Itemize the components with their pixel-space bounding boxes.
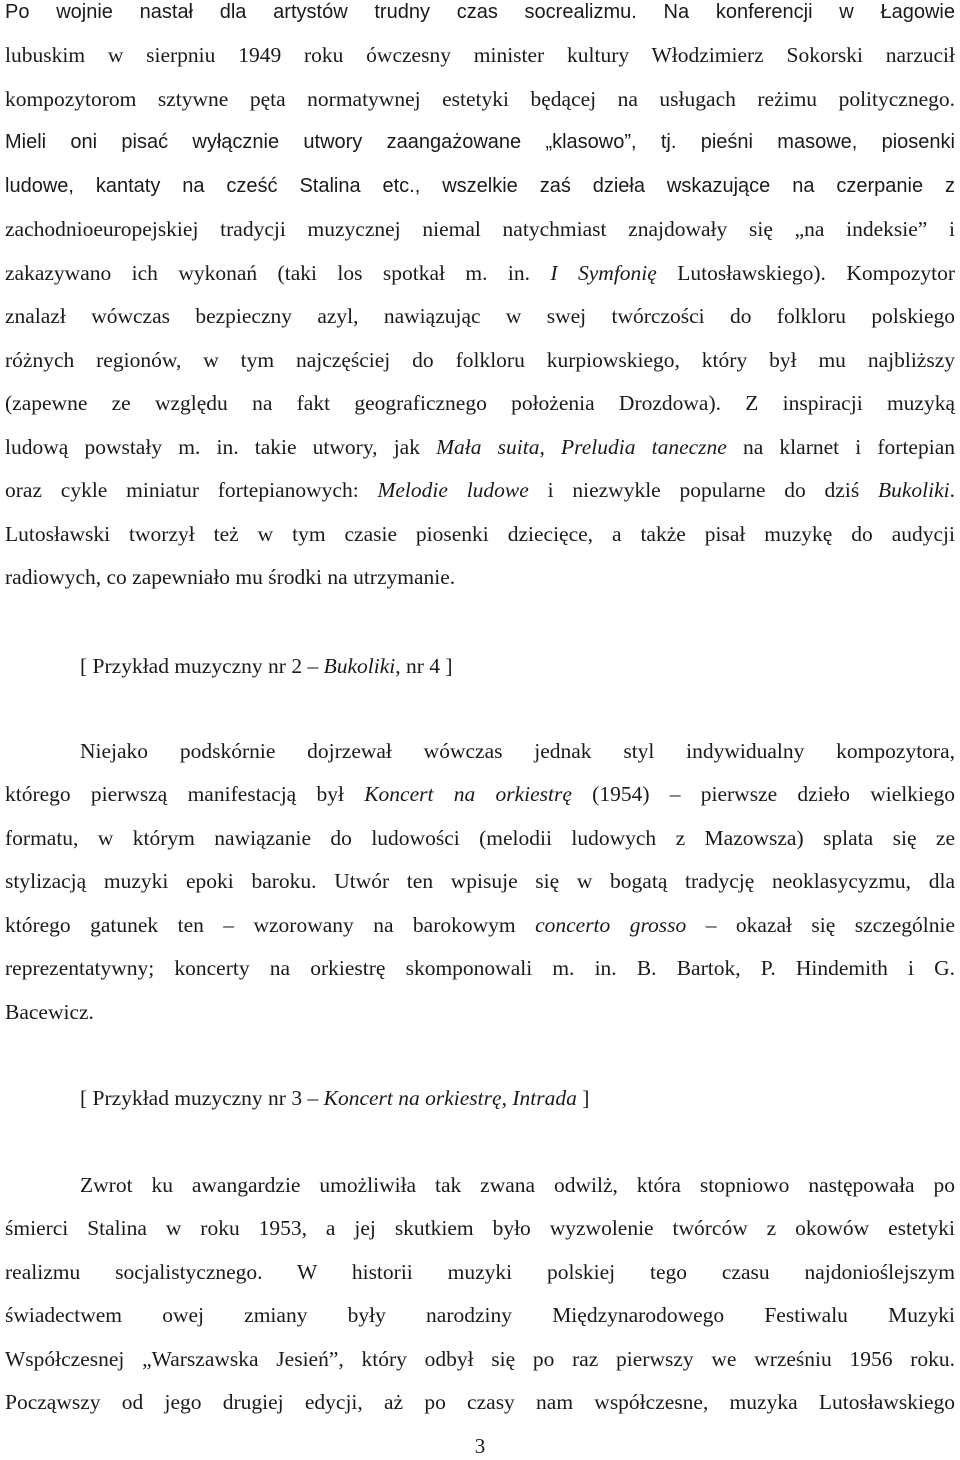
paragraph1-line-14: radiowych, co zapewniało mu środki na utrzymanie. [5, 565, 456, 589]
paragraph2-line-6: reprezentatywny; koncerty na orkiestrę skomponowali m. in. B. Bartok, P. Hindemith i G. [5, 956, 955, 980]
paragraph3-line-6: Począwszy od jego drugiej edycji, aż po czasy nam współczesne, muzyka Lutosławskiego [5, 1390, 955, 1414]
paragraph2-line-7: Bacewicz. [5, 1000, 94, 1024]
paragraph2-line-4: stylizacją muzyki epoki baroku. Utwór ten wpisuje się w bogatą tradycję neoklasycyzmu, dla [5, 869, 955, 893]
paragraph1-line-11: ludową powstały m. in. takie utwory, jak Mała suita, Preludia taneczne na klarnet i fortepian [5, 435, 955, 459]
paragraph1-line-13: Lutosławski tworzył też w tym czasie piosenki dziecięce, a także pisał muzykę do audycji [5, 522, 955, 546]
work-title: Intrada [512, 1086, 577, 1110]
paragraph2-line-3: formatu, w którym nawiązanie do ludowości (melodii ludowych z Mazowsza) splata się ze [5, 826, 955, 850]
paragraph2-line-5: którego gatunek ten – wzorowany na barokowym concerto grosso – okazał się szczególnie [5, 913, 955, 937]
work-title: Bukoliki [877, 478, 950, 502]
paragraph1-line-7: zakazywano ich wykonań (taki los spotkał m. in. I Symfonię Lutosławskiego). Kompozytor [5, 261, 955, 285]
paragraph1-line-2: lubuskim w sierpniu 1949 roku ówczesny minister kultury Włodzimierz Sokorski narzucił [5, 43, 955, 67]
paragraph1-line-8: znalazł wówczas bezpieczny azyl, nawiązując w swej twórczości do folkloru polskiego [5, 304, 955, 328]
work-title: Koncert na orkiestrę [323, 1086, 502, 1110]
paragraph1-line-4: Mieli oni pisać wyłącznie utwory zaangażowane „klasowo”, tj. pieśni masowe, piosenki [5, 131, 955, 153]
paragraph3-line-1: Zwrot ku awangardzie umożliwiła tak zwana odwilż, która stopniowo następowała po [80, 1173, 955, 1197]
paragraph1-line-9: różnych regionów, w tym najczęściej do folkloru kurpiowskiego, który był mu najbliższy [5, 348, 955, 372]
paragraph3-line-4: świadectwem owej zmiany były narodziny Międzynarodowego Festiwalu Muzyki [5, 1303, 955, 1327]
work-title: I Symfonię [550, 261, 657, 285]
paragraph1-line-5: ludowe, kantaty na cześć Stalina etc., wszelkie zaś dzieła wskazujące na czerpanie z [5, 175, 955, 197]
work-title: Preludia taneczne [561, 435, 727, 459]
paragraph1-line-3: kompozytorom sztywne pęta normatywnej estetyki będącej na usługach reżimu politycznego. [5, 87, 955, 111]
paragraph1-line-1: Po wojnie nastał dla artystów trudny czas socrealizmu. Na konferencji w Łagowie [5, 1, 955, 23]
work-title: Melodie ludowe [377, 478, 529, 502]
paragraph1-line-10: (zapewne ze względu na fakt geograficznego położenia Drozdowa). Z inspiracji muzyką [5, 391, 955, 415]
paragraph2-line-2: którego pierwszą manifestacją był Koncert na orkiestrę (1954) – pierwsze dzieło wielkiego [5, 782, 955, 806]
paragraph2-line-1: Niejako podskórnie dojrzewał wówczas jednak styl indywidualny kompozytora, [80, 739, 955, 763]
work-title: Bukoliki [323, 654, 396, 678]
work-title: Koncert na orkiestrę [364, 782, 572, 806]
paragraph3-line-5: Współczesnej „Warszawska Jesień”, który odbył się po raz pierwszy we wrześniu 1956 roku. [5, 1347, 955, 1371]
musical-example-2: [ Przykład muzyczny nr 2 – Bukoliki, nr 4 ] [80, 654, 453, 678]
paragraph3-line-2: śmierci Stalina w roku 1953, a jej skutkiem było wyzwolenie twórców z okowów estetyki [5, 1216, 955, 1240]
genre-term: concerto grosso [535, 913, 687, 937]
musical-example-3: [ Przykład muzyczny nr 3 – Koncert na orkiestrę, Intrada ] [80, 1086, 590, 1110]
paragraph3-line-3: realizmu socjalistycznego. W historii muzyki polskiej tego czasu najdonioślejszym [5, 1260, 955, 1284]
page-number: 3 [474, 1434, 486, 1458]
paragraph1-line-12: oraz cykle miniatur fortepianowych: Melodie ludowe i niezwykle popularne do dziś Bukoliki. [5, 478, 955, 502]
work-title: Mała suita [436, 435, 540, 459]
paragraph1-line-6: zachodnioeuropejskiej tradycji muzycznej niemal natychmiast znajdowały się „na indeksie” i [5, 217, 955, 241]
